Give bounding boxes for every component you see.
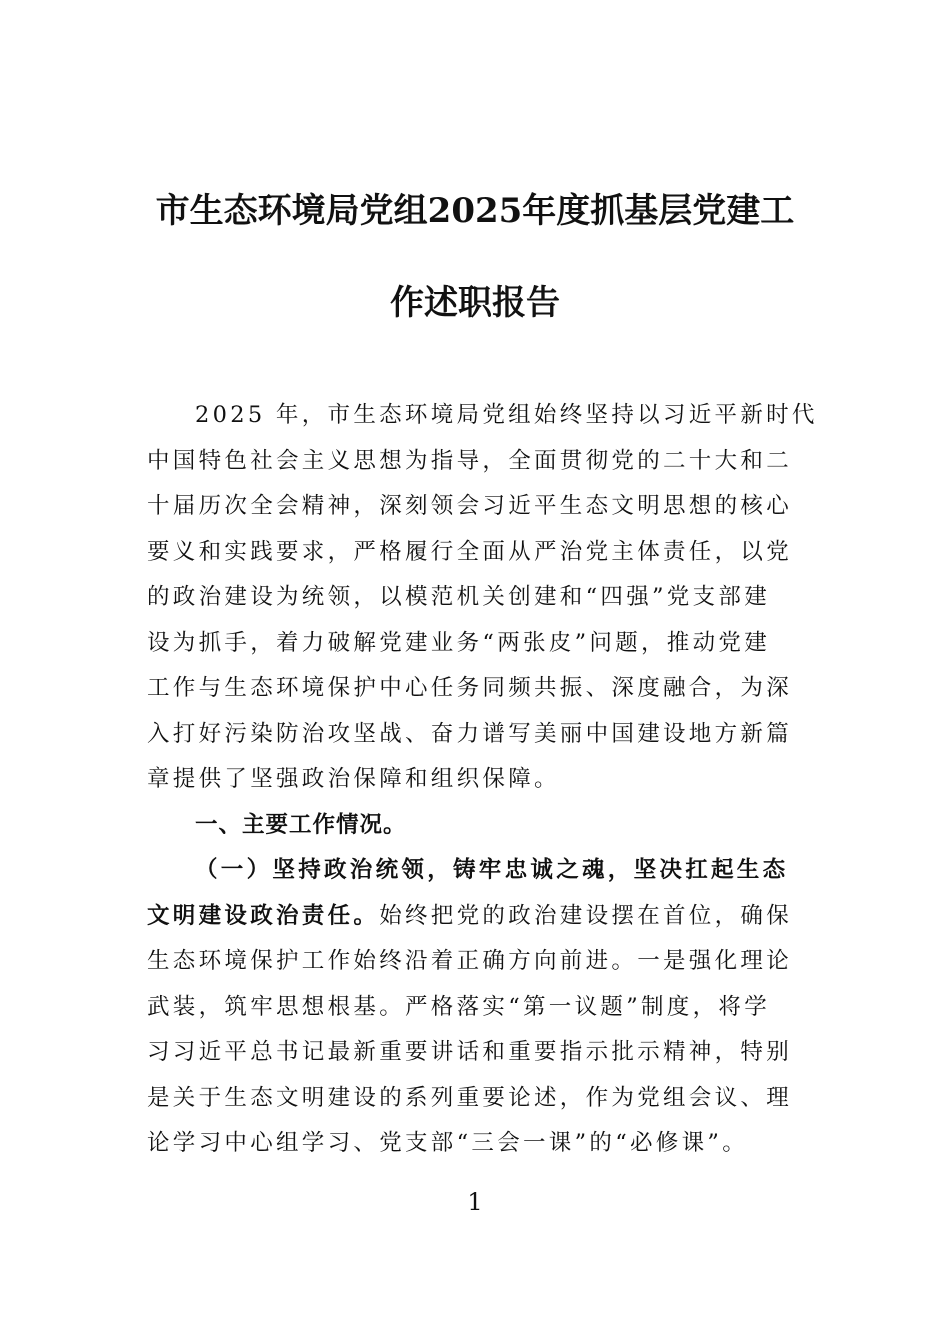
intro-line: 十届历次全会精神，深刻领会习近平生态文明思想的核心 <box>147 493 793 519</box>
subsection-heading-line-1: （一）坚持政治统领，铸牢忠诚之魂，坚决扛起生态 <box>195 857 789 883</box>
title-line-1: 市生态环境局党组2025年度抓基层党建工 <box>155 191 795 231</box>
title-line-2: 作述职报告 <box>390 283 560 323</box>
intro-line: 章提供了坚强政治保障和组织保障。 <box>147 766 560 792</box>
subsection-line: 武装，筑牢思想根基。严格落实“第一议题”制度，将学 <box>147 993 771 1020</box>
intro-line: 设为抓手，着力破解党建业务“两张皮”问题，推动党建 <box>147 629 771 656</box>
intro-line: 2025 年，市生态环境局党组始终坚持以习近平新时代 <box>195 402 818 428</box>
subsection-line <box>147 894 807 940</box>
section-heading: 一、主要工作情况。 <box>195 811 407 838</box>
document-title <box>130 165 820 349</box>
subsection-line: 论学习中心组学习、党支部“三会一课”的“必修课”。 <box>147 1130 749 1156</box>
intro-line: 中国特色社会主义思想为指导，全面贯彻党的二十大和二 <box>147 447 793 474</box>
intro-line: 的政治建设为统领，以模范机关创建和“四强”党支部建 <box>147 584 771 610</box>
intro-line: 工作与生态环境保护中心任务同频共振、深度融合，为深 <box>147 675 793 701</box>
subsection-line: 习习近平总书记最新重要讲话和重要指示批示精神，特别 <box>147 1039 793 1065</box>
subsection-line: 是关于生态文明建设的系列重要论述，作为党组会议、理 <box>147 1084 793 1111</box>
page-number: 1 <box>467 1188 483 1216</box>
intro-line: 要义和实践要求，严格履行全面从严治党主体责任，以党 <box>147 538 793 565</box>
document-body <box>147 393 818 1167</box>
intro-line: 入打好污染防治攻坚战、奋力谱写美丽中国建设地方新篇 <box>147 720 793 747</box>
subsection-heading-line-2: 文明建设政治责任。 <box>147 902 380 929</box>
subsection-text: 始终把党的政治建设摆在首位，确保 <box>379 902 793 929</box>
subsection-line: 生态环境保护工作始终沿着正确方向前进。一是强化理论 <box>147 948 793 974</box>
